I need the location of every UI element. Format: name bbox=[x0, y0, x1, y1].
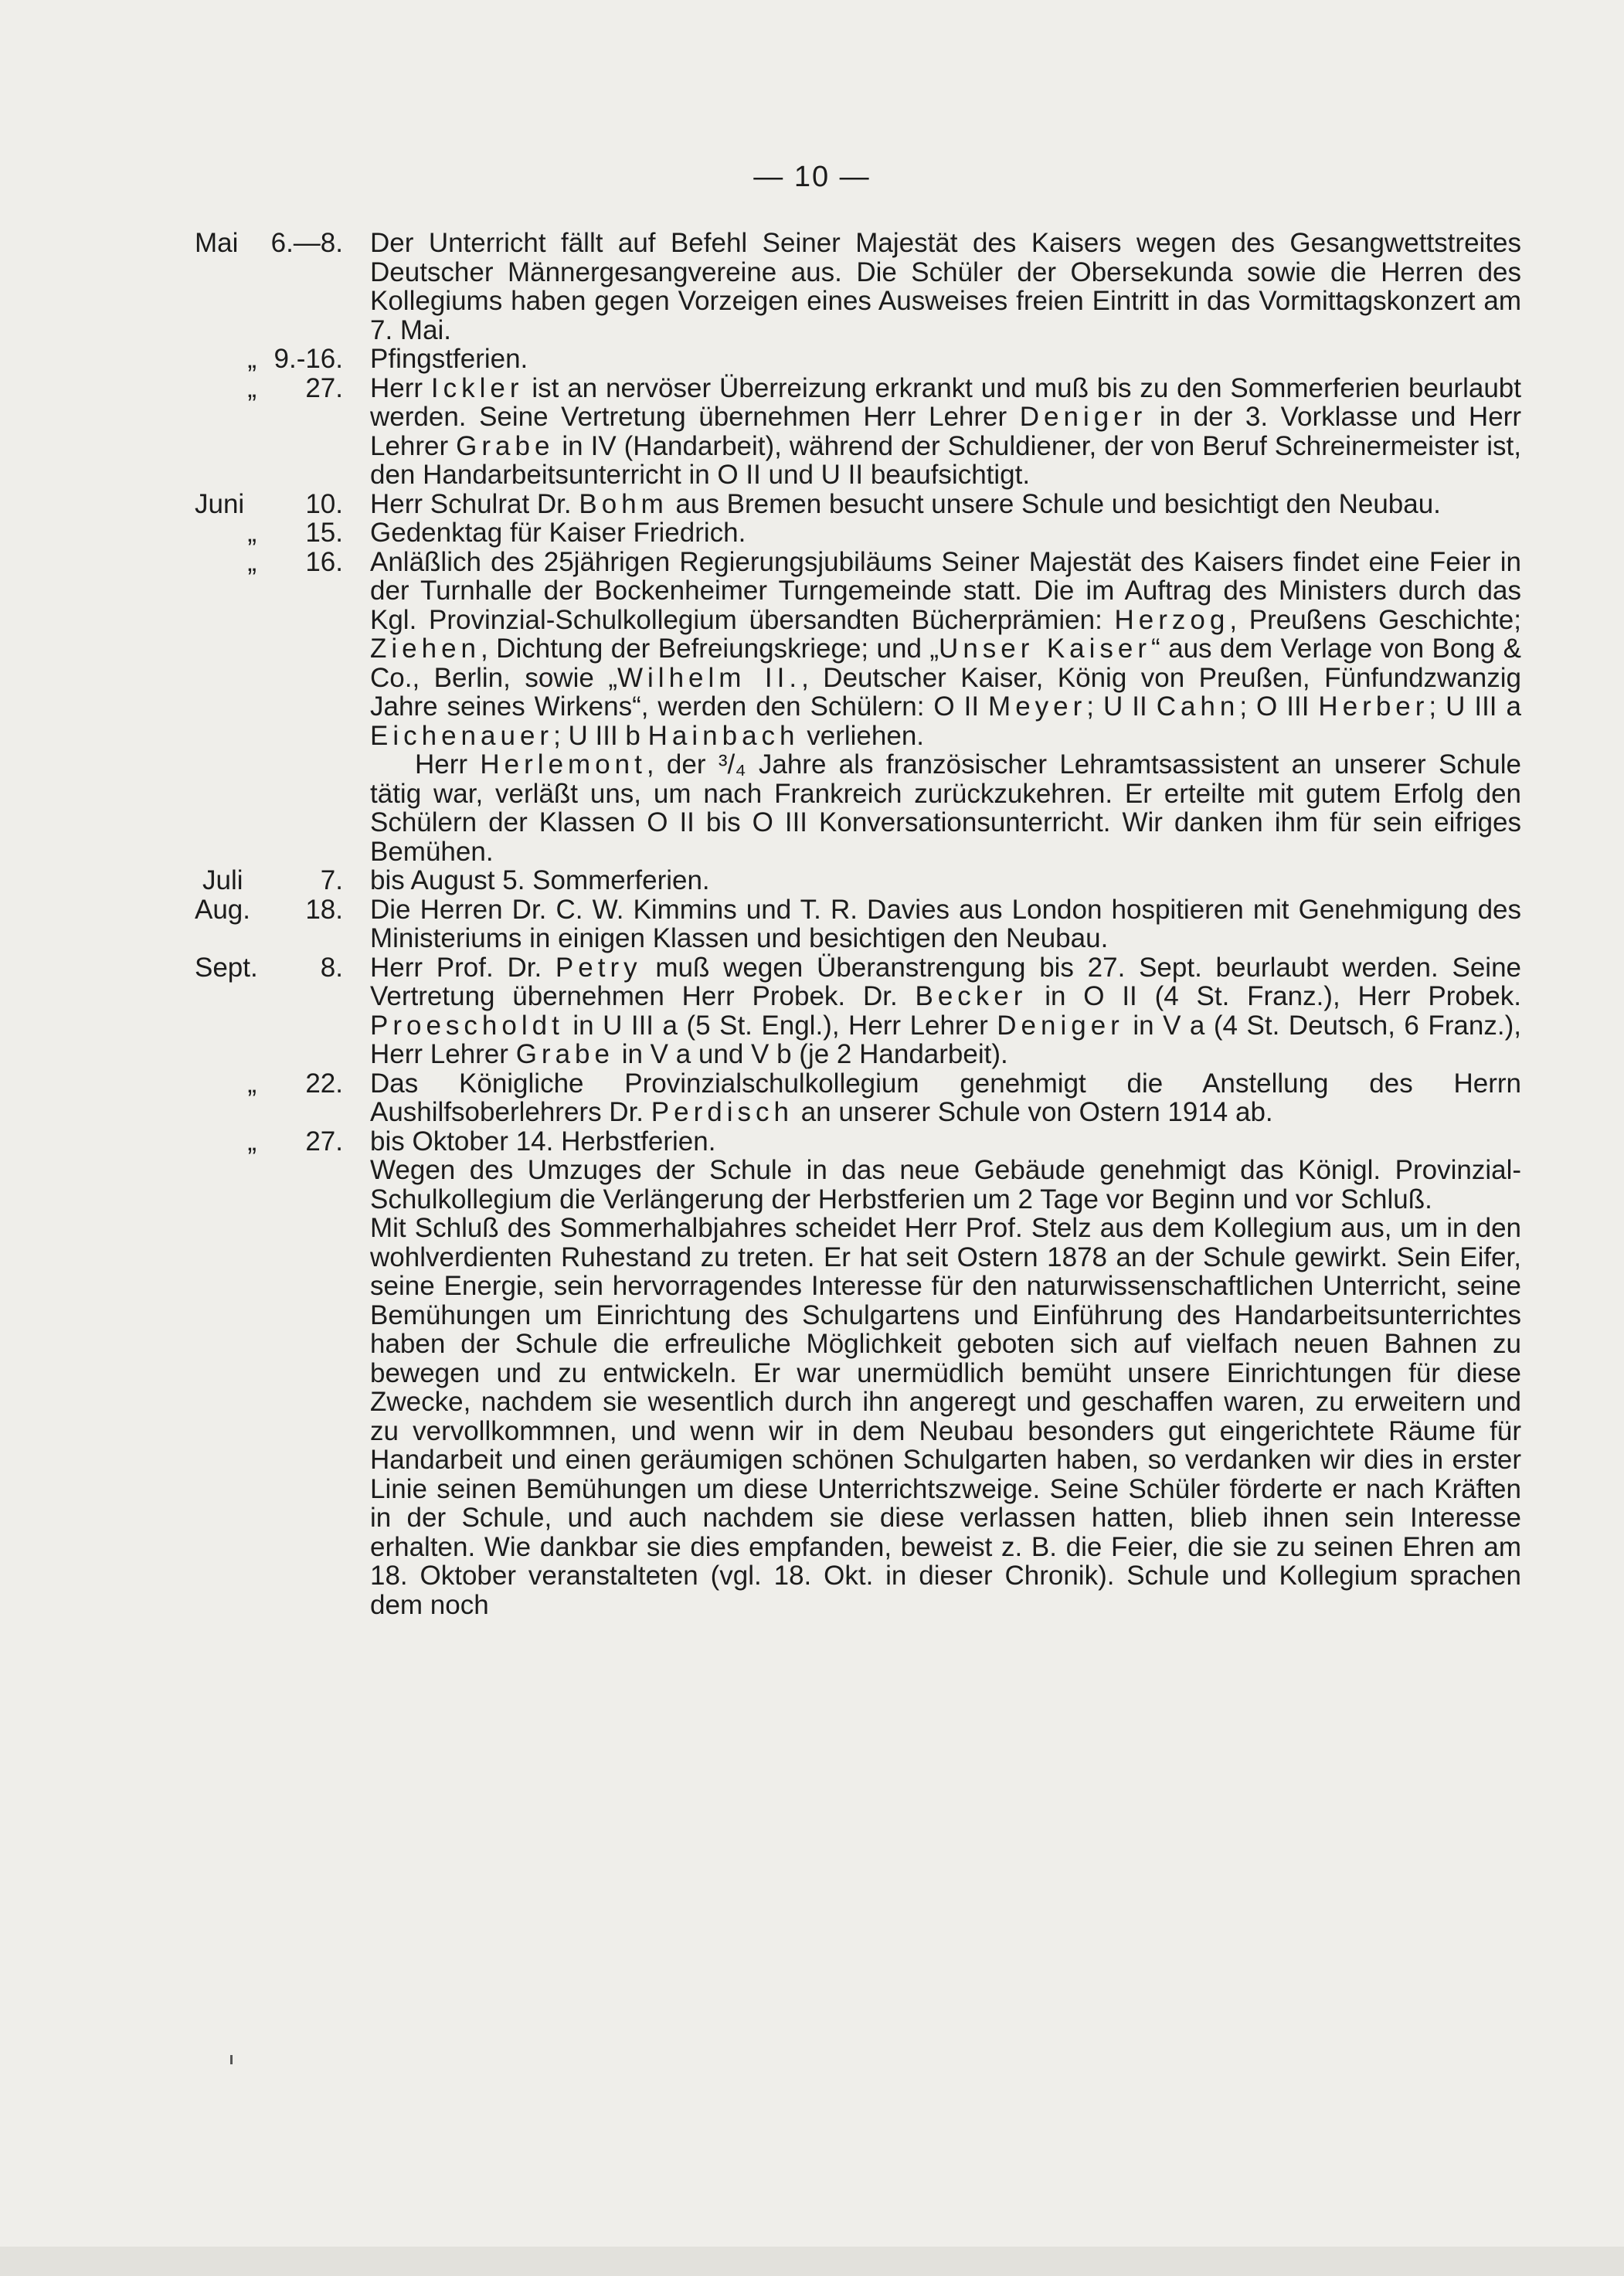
person-name: Grabe bbox=[515, 1039, 614, 1069]
chronicle-entry bbox=[0, 345, 1624, 374]
person-name: Herzog bbox=[1114, 604, 1230, 635]
person-name: Hainbach bbox=[647, 720, 800, 751]
entry-day: 10. bbox=[305, 488, 343, 519]
chronicle-entry bbox=[0, 953, 1624, 1069]
entry-month: Juli bbox=[202, 865, 243, 895]
book-title: Wilhelm II. bbox=[617, 662, 802, 693]
person-name: Petry bbox=[555, 952, 642, 983]
entry-day: 7. bbox=[320, 865, 343, 895]
person-name: Grabe bbox=[456, 430, 555, 461]
person-name: Proescholdt bbox=[370, 1010, 564, 1041]
entry-text-paragraph: Mit Schluß des Sommerhalbjahres scheidet Herr Prof. Stelz aus dem Kollegium aus, um in den wohlverdienten Ruhestand zu treten. Er hat seit Ostern 1878 an der Schule gewirkt. Sein Eifer, seine Energie, sein hervorragendes Interesse für den naturwissenschaftlichen Unterricht, seine Bemühungen um Einrichtung des Schulgartens und Einführung des Handarbeitsunterrichtes haben der Schule die erfreuliche Möglichkeit geboten sich auf vielfach neuen Bahnen zu bewegen und zu entwickeln. Er war unermüdlich bemüht unsere Einrichtungen für diese Zwecke, nachdem sie wesentlich durch ihn angeregt und geschaffen waren, zu erweitern und zu vervollkommnen, und wenn wir in dem Neubau besonders gut eingerichtete Räume für Handarbeit und einen geräumigen schönen Schulgarten haben, so verdanken wir dies in erster Linie seinen Bemühungen um diese Unterrichtszweige. Seine Schüler förderte er nach Kräften in der Schule, und auch nachdem sie diese verlassen hatten, blieb ihnen sein Interesse erhalten. Wie dankbar sie dies empfanden, beweist z. B. die Feier, die sie zu seinen Ehren am 18. Oktober veranstalteten (vgl. 18. Okt. in dieser Chronik). Schule und Kollegium sprachen dem noch bbox=[370, 1213, 1521, 1620]
entry-text: bis Oktober 14. Herbstferien. bbox=[370, 1126, 716, 1157]
chronicle-entry bbox=[0, 1069, 1624, 1127]
entry-text: Anläßlich des 25jährigen Regierungsjubiläums Seiner Majestät des Kaisers findet eine Feier in der Turnhalle der Bockenheimer Turngemeinde statt. Die im Auftrag des Ministers durch das Kgl. Provinzial-Schulkollegium übersandten Bücherprämien: Herzog, Preußens Geschichte; Ziehen, Dichtung der Befreiungskriege; und „Unser Kaiser“ aus dem Verlage von Bong & Co., Berlin, sowie „Wilhelm II., Deutscher Kaiser, König von Preußen, Fünfundzwanzig Jahre seines Wirkens“, werden den Schülern: O II Meyer; U II Cahn; O III Herber; U III a Eichenauer; U III b Hainbach verliehen. bbox=[370, 546, 1521, 751]
entry-month: Sept. bbox=[195, 952, 258, 983]
chronicle-entry bbox=[0, 518, 1624, 548]
entry-month: „ bbox=[247, 518, 257, 548]
entry-text: Pfingstferien. bbox=[370, 344, 528, 374]
entry-text: Herr Ickler ist an nervöser Überreizung erkrankt und muß bis zu den Sommerferien beurlaubt werden. Seine Vertretung übernehmen Herr Lehrer Deniger in der 3. Vorklasse und Herr Lehrer Grabe in IV (Handarbeit), während der Schuldiener, der von Beruf Schreinermeister ist, den Handarbeitsunterricht in O II und U II beaufsichtigt. bbox=[370, 372, 1521, 490]
person-name: Ziehen bbox=[370, 634, 481, 664]
person-name: Becker bbox=[915, 981, 1028, 1011]
person-name: Bohm bbox=[579, 488, 668, 519]
entry-month: „ bbox=[247, 546, 257, 577]
entry-day: 9.-16. bbox=[273, 344, 343, 374]
chronicle-entry bbox=[0, 1127, 1624, 1620]
page-number: — 10 — bbox=[753, 161, 871, 193]
entry-day: 15. bbox=[305, 518, 343, 548]
person-name: Herlemont bbox=[480, 749, 647, 780]
entry-month: „ bbox=[247, 1068, 257, 1099]
entry-text-paragraph: Wegen des Umzuges der Schule in das neue Gebäude genehmigt das Königl. Provinzial-Schulkollegium die Verlängerung der Herbstferien um 2 Tage vor Beginn und vor Schluß. bbox=[370, 1155, 1521, 1214]
person-name: Meyer bbox=[988, 691, 1087, 722]
entry-day: 16. bbox=[305, 546, 343, 577]
chronicle-entry bbox=[0, 548, 1624, 867]
book-title: Unser Kaiser bbox=[939, 634, 1152, 664]
entry-text: Gedenktag für Kaiser Friedrich. bbox=[370, 518, 746, 548]
chronicle-entry bbox=[0, 490, 1624, 519]
entry-text: Das Königliche Provinzialschulkollegium genehmigt die Anstellung des Herrn Aushilfsoberlehrers Dr. Perdisch an unserer Schule von Ostern 1914 ab. bbox=[370, 1068, 1521, 1127]
person-name: Deniger bbox=[1019, 402, 1147, 432]
chronicle-entry bbox=[0, 895, 1624, 953]
entry-text: Die Herren Dr. C. W. Kimmins und T. R. Davies aus London hospitieren mit Genehmigung des Ministeriums in einigen Klassen und besichtigen den Neubau. bbox=[370, 894, 1521, 953]
stray-mark bbox=[230, 2055, 233, 2064]
entry-month: Juni bbox=[195, 488, 245, 519]
person-name: Ickler bbox=[430, 372, 524, 403]
entry-text: bis August 5. Sommerferien. bbox=[370, 865, 710, 895]
chronicle-entry bbox=[0, 229, 1624, 345]
entry-text: Herr Schulrat Dr. Bohm aus Bremen besucht unsere Schule und besichtigt den Neubau. bbox=[370, 488, 1441, 519]
person-name: Deniger bbox=[997, 1010, 1124, 1041]
chronicle-entry bbox=[0, 866, 1624, 895]
entry-day: 6.—8. bbox=[270, 228, 343, 258]
person-name: Eichenauer bbox=[370, 720, 554, 751]
entry-month: Mai bbox=[195, 228, 239, 258]
entry-day: 22. bbox=[305, 1068, 343, 1099]
scan-bottom-edge bbox=[0, 2247, 1624, 2276]
entry-month: „ bbox=[247, 372, 257, 403]
entry-text: Herr Prof. Dr. Petry muß wegen Überanstrengung bis 27. Sept. beurlaubt werden. Seine Vertretung übernehmen Herr Probek. Dr. Becker in O II (4 St. Franz.), Herr Probek. Proescholdt in U III a (5 St. Engl.), Herr Lehrer Deniger in V a (4 St. Deutsch, 6 Franz.), Herr Lehrer Grabe in V a und V b (je 2 Handarbeit). bbox=[370, 952, 1521, 1069]
chronicle-entries bbox=[0, 229, 1624, 1619]
entry-day: 18. bbox=[305, 894, 343, 925]
chronicle-entry bbox=[0, 374, 1624, 490]
entry-text-paragraph: Herr Herlemont, der ³/₄ Jahre als französischer Lehramtsassistent an unserer Schule tätig war, verläßt uns, um nach Frankreich zurückzukehren. Er erteilte mit gutem Erfolg den Schülern der Klassen O II bis O III Konversationsunterricht. Wir danken ihm für sein eifriges Bemühen. bbox=[370, 749, 1521, 867]
entry-month: Aug. bbox=[195, 894, 250, 925]
person-name: Perdisch bbox=[651, 1097, 793, 1127]
entry-text: Der Unterricht fällt auf Befehl Seiner Majestät des Kaisers wegen des Gesangwettstreites Deutscher Männergesangvereine aus. Die Schüler der Obersekunda sowie die Herren des Kollegiums haben gegen Vorzeigen eines Ausweises freien Eintritt in das Vormittagskonzert am 7. Mai. bbox=[370, 228, 1521, 345]
entry-day: 27. bbox=[305, 1126, 343, 1157]
person-name: Herber bbox=[1318, 691, 1429, 722]
entry-month: „ bbox=[247, 1126, 257, 1157]
entry-day: 8. bbox=[320, 952, 343, 983]
entry-month: „ bbox=[247, 344, 257, 374]
person-name: Cahn bbox=[1156, 691, 1240, 722]
entry-day: 27. bbox=[305, 372, 343, 403]
